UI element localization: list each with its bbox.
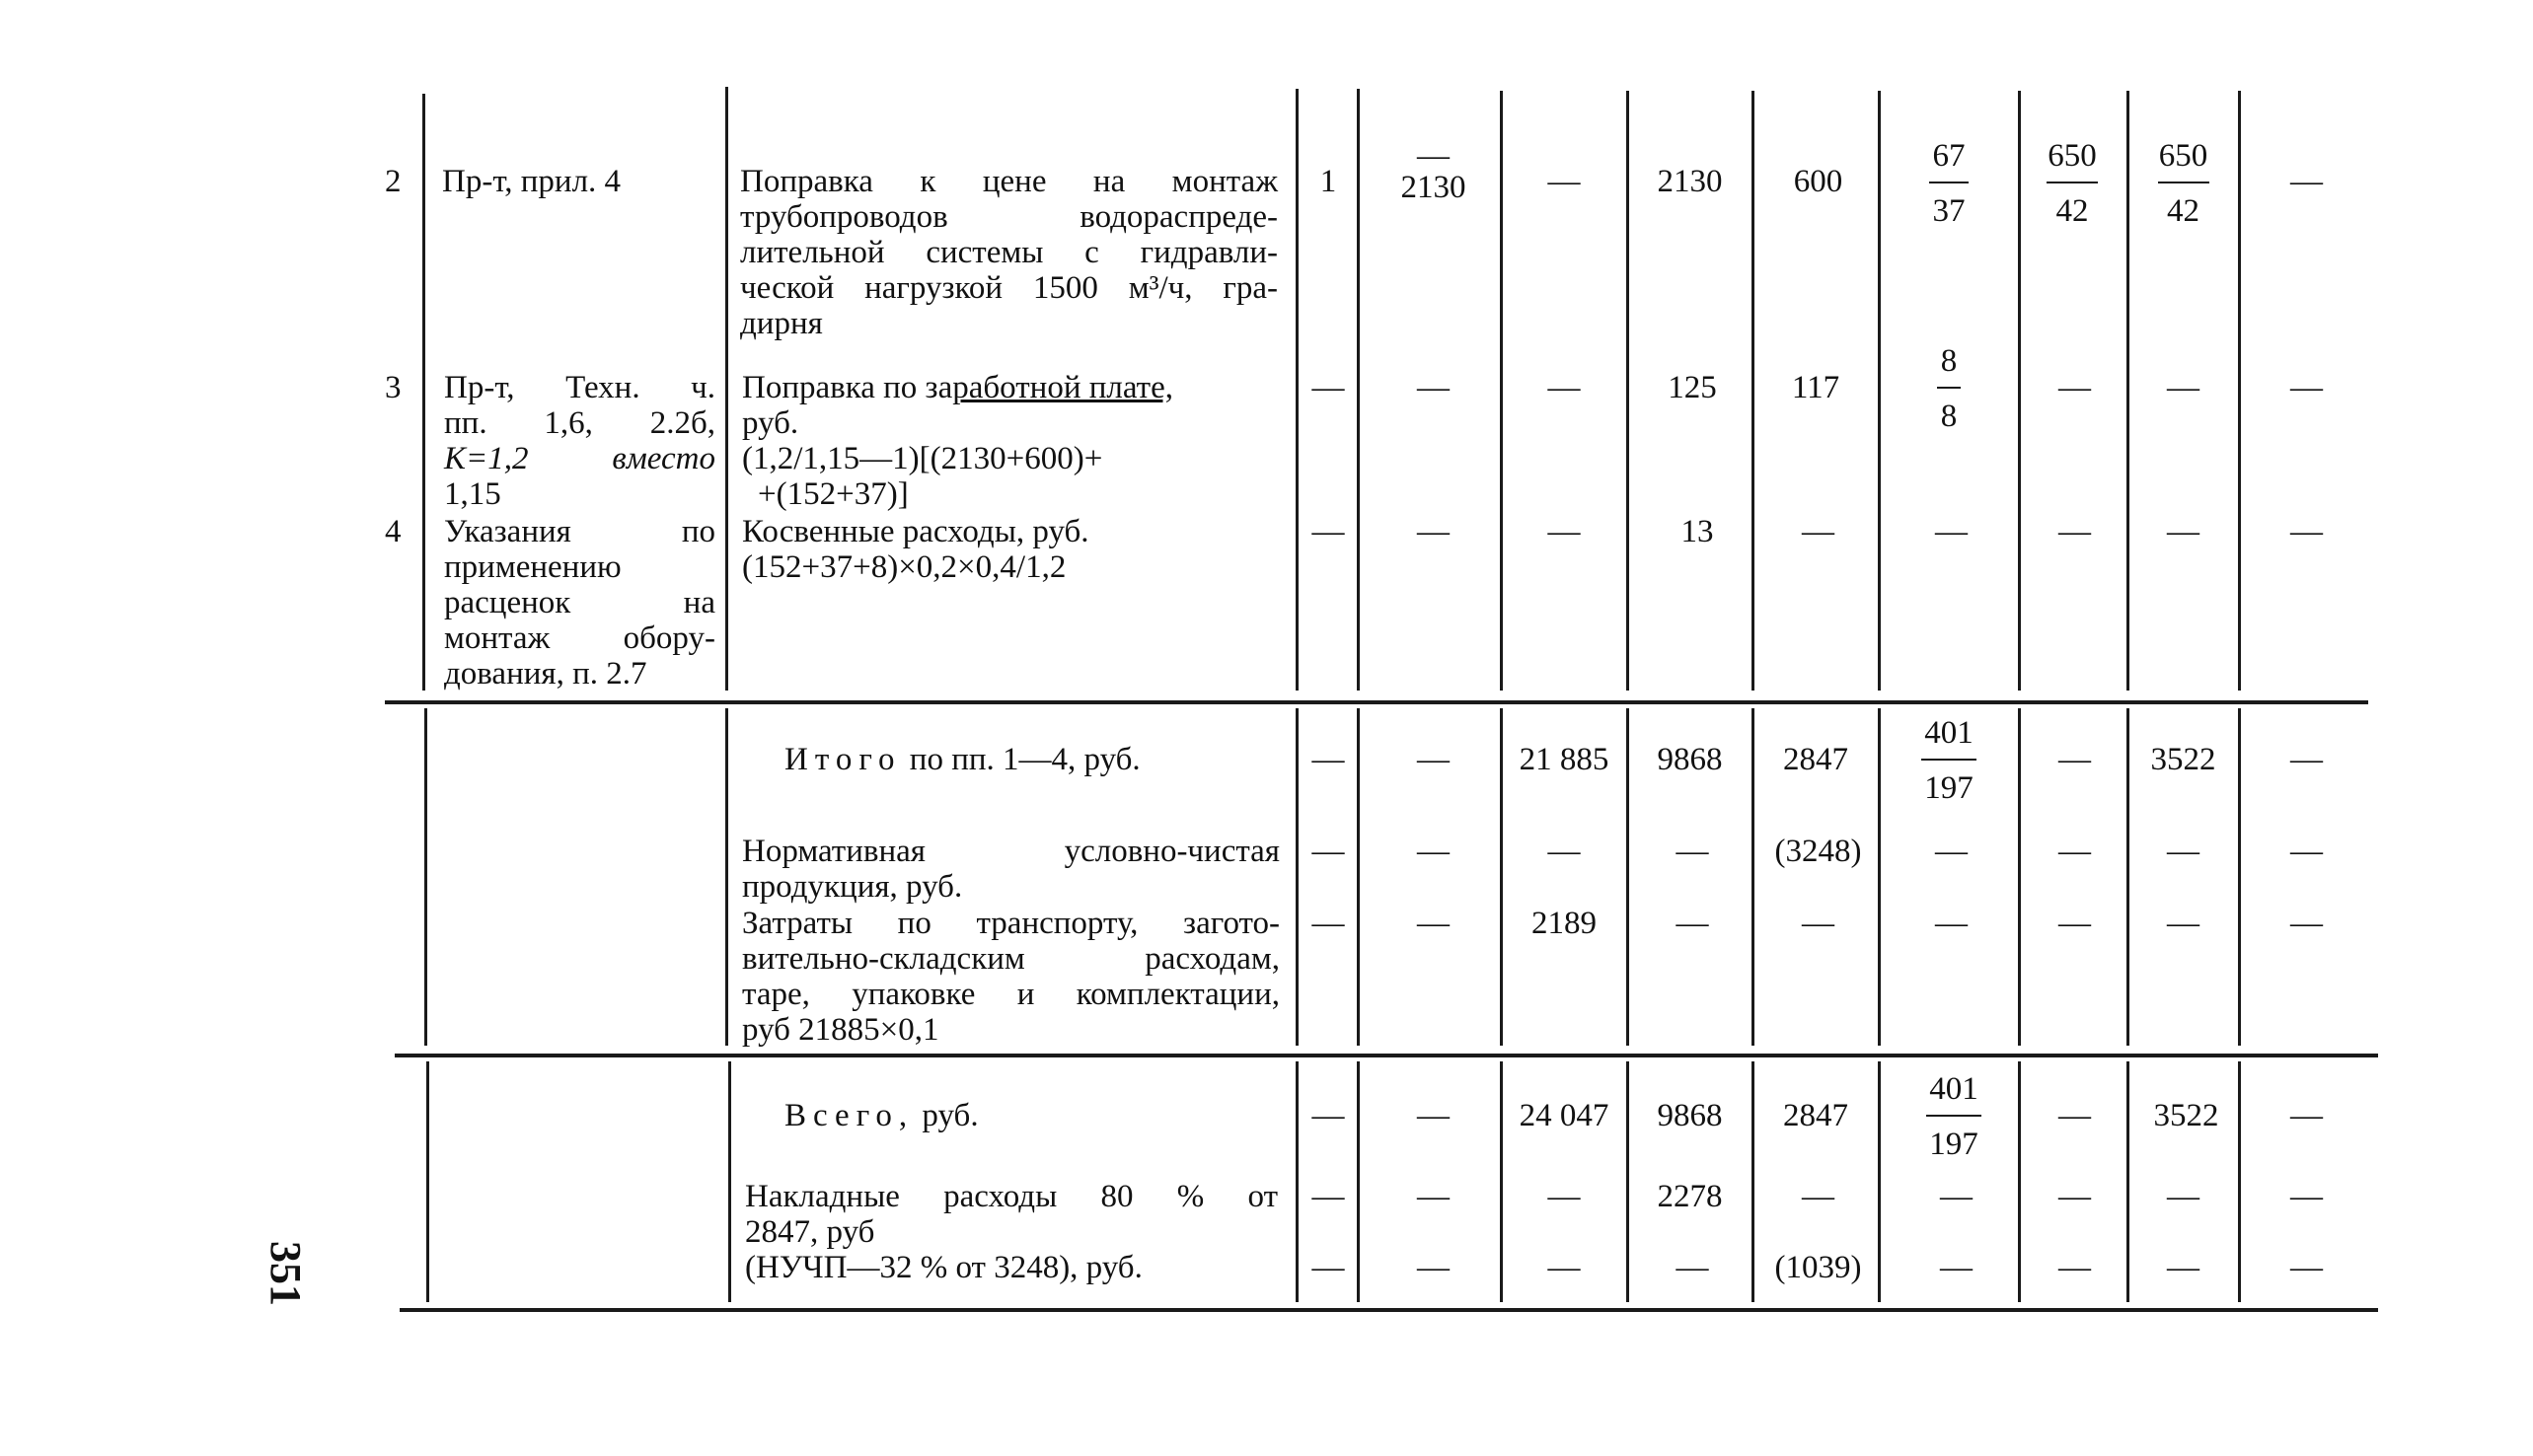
cell-c5: 117 [1791,370,1840,405]
col-rule [2018,91,2021,691]
cell-c6: — [1935,514,1968,549]
cell-c5: 2847 [1783,1098,1848,1133]
table-bottom-rule [400,1308,2378,1312]
cell-c6: — [1935,906,1968,941]
cell-c5: 600 [1793,164,1843,199]
row-number: 2 [385,164,402,199]
cell-c2-fraction: — 2130 [1400,138,1466,205]
cell-c5: 2847 [1783,742,1848,777]
cell-c6: — [1940,1250,1973,1285]
col-rule [2126,1061,2129,1302]
cell-c1: — [1311,1179,1345,1214]
cell-c3: 24 047 [1519,1098,1609,1133]
row-description-first-line: Поправка по заработной плате, [742,370,1173,405]
row-description-line: (152+37+8)×0,2×0,4/1,2 [742,549,1067,585]
cell-c8: — [2167,906,2199,941]
cell-c3: — [1547,164,1581,199]
cell-c8: — [2167,514,2199,549]
cell-c3: — [1547,370,1581,405]
col-rule [1500,1061,1503,1302]
cell-c5: — [1802,906,1834,941]
cell-c7: — [2058,906,2091,941]
col-rule [426,1061,429,1302]
col-rule [1357,89,1360,691]
section-divider-2 [395,1054,2378,1057]
cell-c9: — [2290,164,2323,199]
cell-c1: — [1311,742,1345,777]
col-rule [725,708,728,1046]
cell-c9: — [2290,1098,2323,1133]
cell-c1: — [1311,834,1345,869]
row-basis: Указания по применению расценок на монтаж обору- дования, п. 2.7 [444,514,715,692]
cell-c9: — [2290,1250,2323,1285]
cell-c4: — [1676,906,1709,941]
col-rule [1878,1061,1881,1302]
col-rule [1626,1061,1629,1302]
col-rule [728,1061,731,1302]
cell-c6: — [1935,834,1968,869]
cell-c6-fraction: 401 197 [1914,1071,1993,1162]
cell-c6-fraction: 401 197 [1909,715,1988,806]
itogo-label: Итого по пп. 1—4, руб. [784,742,1141,777]
cell-c1: 1 [1319,164,1337,199]
cell-c9: — [2290,742,2323,777]
row-description: Поправка к цене на монтаж трубопроводов водораспреде- лительной системы с гидравли- ческой нагрузкой 1500 м³/ч, гра- дирня [740,164,1278,341]
cell-c5: — [1802,514,1834,549]
cell-c2: — [1417,1179,1450,1214]
cell-c2: — [1417,1250,1450,1285]
col-rule [1296,89,1299,691]
row-basis: Пр-т, Техн. ч. пп. 1,6, 2.2б, K=1,2 вместо 1,15 [444,370,715,512]
cell-c3: — [1547,1179,1581,1214]
cell-c3: — [1547,514,1581,549]
col-rule [2238,1061,2241,1302]
cell-c4: 125 [1668,370,1717,405]
row-description-line: (1,2/1,15—1)[(2130+600)+ [742,441,1103,476]
cell-c8: — [2167,1250,2199,1285]
cell-c6-fraction: 8 8 [1929,343,1969,434]
cell-c2: — [1417,1098,1450,1133]
cell-c4: 2278 [1657,1179,1723,1214]
cell-c5: — [1802,1179,1834,1214]
col-rule [1296,708,1299,1046]
col-rule [725,87,728,691]
cell-c4: — [1676,1250,1709,1285]
row-description-line: руб. [742,405,799,441]
row-basis-line: Пр-т, прил. 4 [442,164,622,199]
cell-c8-fraction: 650 42 [2158,138,2208,229]
col-rule [422,94,425,691]
cell-c9: — [2290,370,2323,405]
ncp-description: Нормативная условно-чистая продукция, руб. [742,834,1280,905]
cell-c8: — [2167,834,2199,869]
cell-c7: — [2058,1098,2091,1133]
cell-c9: — [2290,1179,2323,1214]
row-number: 3 [385,370,402,405]
col-rule [2238,708,2241,1046]
cell-c8: — [2167,1179,2199,1214]
cell-c1: — [1311,514,1345,549]
cell-c4: — [1676,834,1709,869]
cell-c7-fraction: 650 42 [2048,138,2097,229]
cell-c6: — [1940,1179,1973,1214]
cell-c2: — [1417,742,1450,777]
cell-c7: — [2058,834,2091,869]
col-rule [2126,91,2129,691]
cell-c2: — [1417,834,1450,869]
cell-c3: — [1547,834,1581,869]
cell-c4: 9868 [1657,1098,1723,1133]
row-description-line: +(152+37)] [758,476,909,512]
cell-c8: 3522 [2150,742,2216,777]
col-rule [2018,708,2021,1046]
nuchp-description: (НУЧП—32 % от 3248), руб. [745,1250,1143,1285]
cell-c4: 9868 [1657,742,1723,777]
cell-c9: — [2290,514,2323,549]
col-rule [2018,1061,2021,1302]
cell-c5: (3248) [1774,834,1862,869]
col-rule [1751,708,1754,1046]
cell-c1: — [1311,1098,1345,1133]
transport-description: Затраты по транспорту, загото- вительно-складским расходам, таре, упаковке и комплектации, руб 21885×0,1 [742,906,1280,1048]
cell-c3: — [1547,1250,1581,1285]
cell-c1: — [1311,1250,1345,1285]
col-rule [1296,1061,1299,1302]
section-divider-1 [385,700,2368,704]
cell-c9: — [2290,834,2323,869]
col-rule [1357,708,1360,1046]
cell-c5: (1039) [1774,1250,1862,1285]
col-rule [424,708,427,1046]
col-rule [1878,708,1881,1046]
cell-c7: — [2058,1179,2091,1214]
col-rule [2126,708,2129,1046]
cell-c8: 3522 [2153,1098,2219,1133]
cell-c1: — [1311,370,1345,405]
col-rule [1751,91,1754,691]
col-rule [1357,1061,1360,1302]
col-rule [1500,708,1503,1046]
cell-c4: 2130 [1657,164,1723,199]
cell-c7: — [2058,1250,2091,1285]
cell-c3: 2189 [1531,906,1597,941]
cell-c2: — [1417,514,1450,549]
cell-c1: — [1311,906,1345,941]
cell-c7: — [2058,742,2091,777]
col-rule [1626,91,1629,691]
col-rule [2238,91,2241,691]
overhead-description: Накладные расходы 80 % от 2847, руб [745,1179,1278,1250]
cell-c8: — [2167,370,2199,405]
col-rule [1626,708,1629,1046]
cell-c2: — [1417,370,1450,405]
row-number: 4 [385,514,402,549]
col-rule [1500,91,1503,691]
cell-c7: — [2058,514,2091,549]
col-rule [1878,91,1881,691]
vsego-label: Всего, руб. [784,1098,979,1133]
row-description-line: Косвенные расходы, руб. [742,514,1089,549]
cell-c7: — [2058,370,2091,405]
cell-c3: 21 885 [1519,742,1609,777]
col-rule [1751,1061,1754,1302]
cell-c4: 13 [1680,514,1714,549]
cell-c2: — [1417,906,1450,941]
page-number: 351 [261,1241,310,1306]
cell-c6-fraction: 67 37 [1919,138,1978,229]
cell-c9: — [2290,906,2323,941]
